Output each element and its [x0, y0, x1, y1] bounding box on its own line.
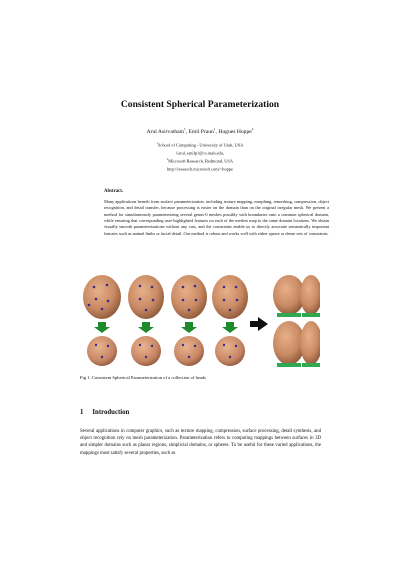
author-name: Hugues Hoppe: [218, 128, 252, 135]
right-arrow-icon: [250, 317, 268, 331]
author-list: Arul Asirvatham$^1$, Emil Praun$^1$, Hugues Hoppe$^2$: [146, 127, 254, 135]
abstract-heading: Abstract.: [104, 189, 124, 194]
author-name: Emil Praun: [188, 128, 214, 135]
affiliation-line: {arul, emilp}@cs.utah.edu,: [175, 150, 225, 156]
section-title: Introduction: [92, 409, 130, 416]
abstract-text: Many applications benefit from surface parameterization, including texture mapping, morphing, remeshing, compression, object recognition, and detail transfer, because processing is easier on the domain than on the original irregular mesh. We present a method for simultaneously parameterizing several genus-0 meshes possibly with boundaries onto a common spherical domain, while ensuring that corresponding user-highlighted features on each of the meshes map to the same domain locations. We obtain visually smooth parameterizations without any cuts, and the constraints enable us to directly associate semantically important features such as animal limbs or facial detail. Our method is robust and works well with either sparse or dense sets of constraints.: [104, 199, 329, 236]
sphere-parameterization: [215, 336, 245, 366]
figure-caption: Fig 1. Consistent Spherical Parameterization of a collection of heads: [80, 375, 207, 380]
head-model: [128, 275, 164, 319]
head-model: [83, 275, 121, 319]
down-arrow-icon: [94, 322, 238, 333]
author-name: Arul Asirvatham: [146, 128, 185, 135]
section-number: 1: [80, 409, 84, 416]
affiliations: [0, 141, 400, 173]
paper-title: Consistent Spherical Parameterization: [120, 99, 280, 110]
head-model: [171, 275, 207, 319]
affiliation-line: $^1$School of Computing - University of Utah, USA: [156, 142, 244, 148]
head-result: [300, 275, 320, 317]
affiliation-line: http://research.microsoft.com/~hoppe: [166, 166, 234, 172]
head-model: [212, 275, 248, 319]
sphere-parameterization: [131, 336, 161, 366]
sphere-parameterization: [87, 336, 117, 366]
section-heading: [80, 409, 138, 416]
sphere-parameterization: [174, 336, 204, 366]
body-paragraph: Several applications in computer graphics, such as texture mapping, compression, surface processing, detail synthesis, and object recognition rely on mesh parameterization. Parameterization refers to computing mappings between surfaces in 3D and simpler domains such as planar regions, simplicial domains, or spheres. To be useful for these varied applications, the mappings must satisfy several properties, such as: [80, 429, 321, 456]
figure-heads: [80, 275, 320, 371]
head-result: [300, 321, 320, 367]
affiliation-line: $^2$Microsoft Research, Redmond, USA: [166, 157, 234, 164]
